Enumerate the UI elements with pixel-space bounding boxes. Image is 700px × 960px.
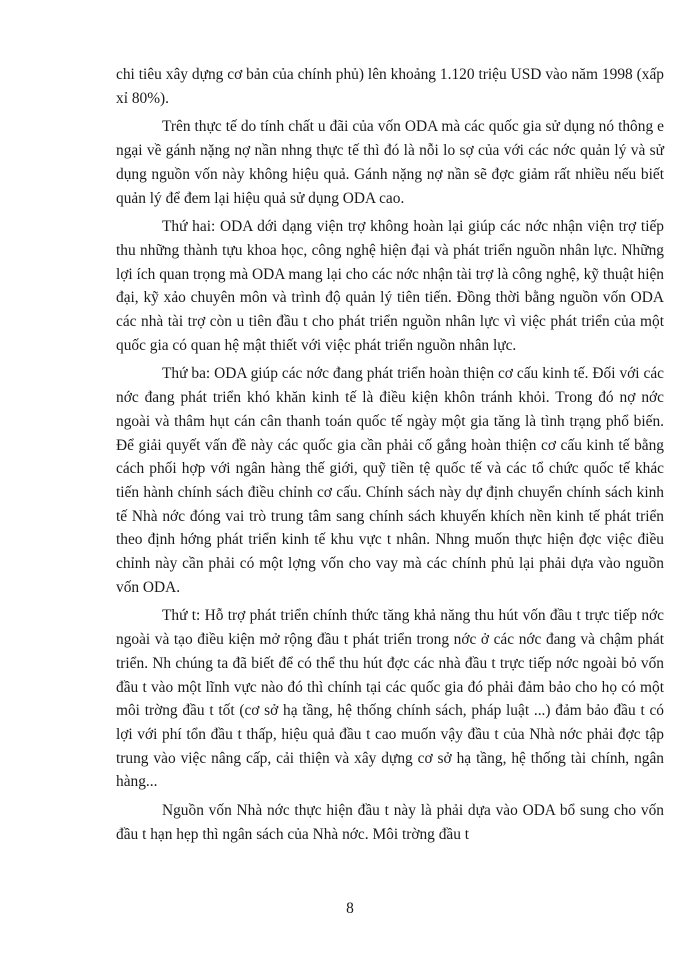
page-body [116,63,664,852]
paragraph-second-point: Thứ hai: ODA dới dạng viện trợ không hoàn lại giúp các nớc nhận viện trợ tiếp thu những thành tựu khoa học, công nghệ hiện đại và phát triển nguồn nhân lực. Những lợi ích quan trọng mà ODA mang lại cho các nớc nhận tài trợ là công nghệ, kỹ thuật hiện đại, kỹ xảo chuyên môn và trình độ quản lý tiên tiến. Đồng thời bằng nguồn vốn ODA các nhà tài trợ còn u tiên đầu t cho phát triển nguồn nhân lực vì việc phát triển của một quốc gia có quan hệ mật thiết với việc phát triển nguồn nhân lực. [116,218,664,354]
paragraph-state-capital: Nguồn vốn Nhà nớc thực hiện đầu t này là phải dựa vào ODA bổ sung cho vốn đầu t hạn hẹp thì ngân sách của Nhà nớc. Môi trờng đầu t [116,802,664,843]
paragraph-fourth-point: Thứ t: Hỗ trợ phát triển chính thức tăng khả năng thu hút vốn đầu t trực tiếp nớc ngoài và tạo điều kiện mở rộng đầu t phát triển trong nớc ở các nớc đang và chậm phát triển. Nh chúng ta đã biết để có thể thu hút đợc các nhà đầu t trực tiếp nớc ngoài bỏ vốn đầu t vào một lĩnh vực nào đó thì chính tại các quốc gia đó phải đảm bảo cho họ có một môi trờng đầu t tốt (cơ sở hạ tầng, hệ thống chính sách, pháp luật ...) đảm bảo đầu t có lợi với phí tổn đầu t thấp, hiệu quả đầu t cao muốn vậy đầu t của Nhà nớc phải đợc tập trung vào việc nâng cấp, cải thiện và xây dựng cơ sở hạ tầng, hệ thống tài chính, ngân hàng... [116,607,664,791]
paragraph-third-point: Thứ ba: ODA giúp các nớc đang phát triển hoàn thiện cơ cấu kinh tế. Đối với các nớc đang phát triển khó khăn kinh tế là điều kiện khôn tránh khỏi. Trong đó nợ nớc ngoài và thâm hụt cán cân thanh toán quốc tế ngày một gia tăng là tình trạng phổ biến. Để giải quyết vấn đề này các quốc gia cần phải cố gắng hoàn thiện cơ cấu kinh tế bằng cách phối hợp với ngân hàng thế giới, quỹ tiền tệ quốc tế và các tổ chức quốc tế khác tiến hành chính sách điều chỉnh cơ cấu. Chính sách này dự định chuyển chính sách kinh tế Nhà nớc đóng vai trò trung tâm sang chính sách khuyến khích nền kinh tế phát triển theo định hớng phát triển kinh tế khu vực t nhân. Nhng muốn thực hiện đợc việc điều chỉnh này cần phải có một lợng vốn cho vay mà các chính phủ lại phải dựa vào nguồn vốn ODA. [116,365,664,596]
paragraph-continuation: chi tiêu xây dựng cơ bản của chính phủ) lên khoảng 1.120 triệu USD vào năm 1998 (xấp xỉ 80%). [116,66,664,107]
paragraph-oda-debt: Trên thực tế do tính chất u đãi của vốn ODA mà các quốc gia sử dụng nó thông e ngại về gánh nặng nợ nần nhng thực tế thì đó là nỗi lo sợ của với các nớc quản lý và sử dụng nguồn vốn này không hiệu quả. Gánh nặng nợ nần sẽ đợc giảm rất nhiều nếu biết quản lý để đem lại hiệu quả sử dụng ODA cao. [116,118,664,207]
page-number: 8 [346,900,354,917]
